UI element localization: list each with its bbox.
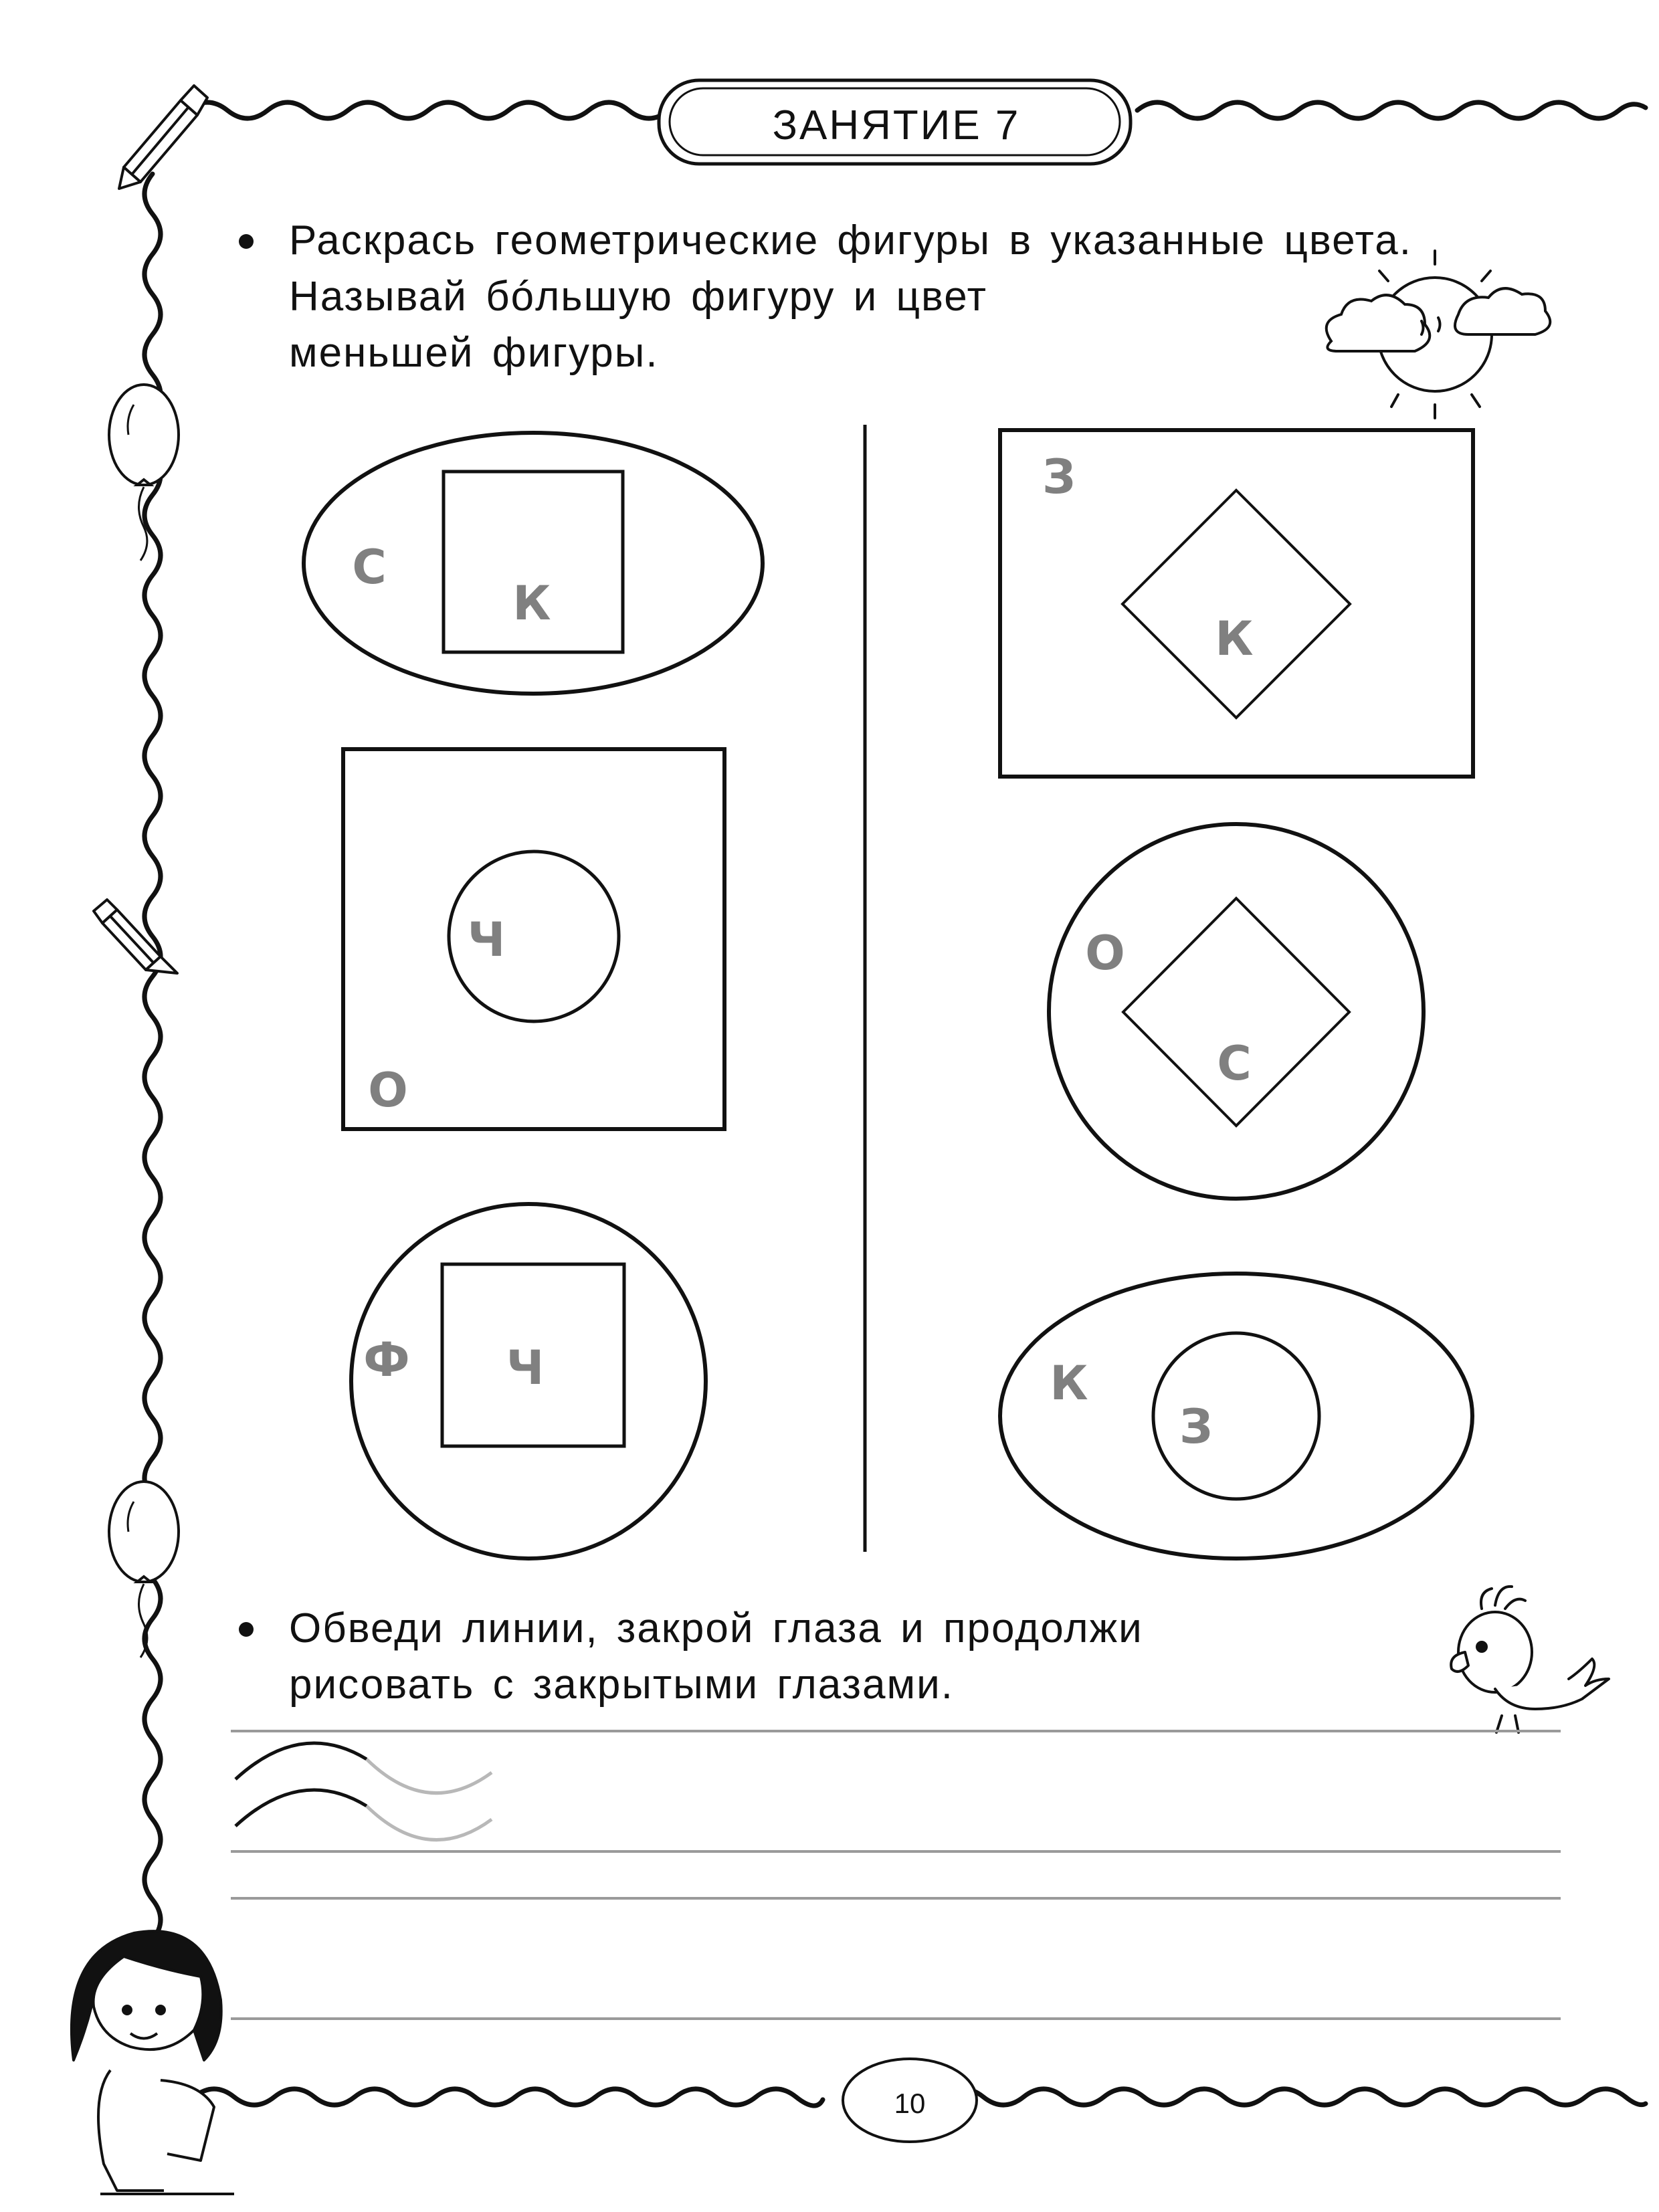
page-number: 10 (894, 2088, 926, 2119)
task1-line-3: меньшей фигуры. (289, 330, 659, 376)
task1-instructions (289, 213, 1412, 381)
figure1-outer-letter: С (352, 540, 387, 595)
figure-ellipse-circle (1000, 1274, 1472, 1559)
parrot-icon (1451, 1587, 1609, 1732)
task2-instructions (289, 1601, 1143, 1713)
bottom-right-wavy-border (943, 2089, 1646, 2105)
figure6-outer-letter: К (1050, 1356, 1088, 1411)
page-title: ЗАНЯТИЕ 7 (772, 102, 1021, 148)
pencil-icon (119, 86, 207, 189)
figure3-inner-letter: Ч (506, 1340, 545, 1395)
top-right-wavy-border (1137, 102, 1646, 118)
figure6-inner-letter: З (1179, 1399, 1213, 1454)
figure4-outer-letter: З (1042, 449, 1076, 504)
figure4-inner-letter: К (1215, 611, 1254, 666)
girl-illustration (72, 1931, 234, 2194)
figure5-outer-letter: О (1085, 926, 1125, 981)
figure2-inner-letter: Ч (467, 912, 506, 967)
task2-line-2: рисовать с закрытыми глазами. (289, 1662, 954, 1708)
balloon-icon (109, 385, 179, 561)
bottom-left-wavy-border (194, 2089, 823, 2106)
figure2-outer-letter: О (368, 1063, 408, 1118)
task2-line-1: Обведи линии, закрой глаза и продолжи (289, 1605, 1143, 1651)
pencil-icon (94, 900, 177, 973)
task1-line-2: Называй бóльшую фигуру и цвет (289, 274, 988, 320)
figure1-inner-letter: К (512, 576, 551, 631)
writing-guide-lines (231, 1731, 1561, 2019)
task1-bullet (239, 234, 254, 249)
top-left-wavy-border (187, 100, 702, 118)
tracing-arcs (235, 1743, 492, 1840)
figure-circle-rhombus (1049, 824, 1424, 1199)
figure5-inner-letter: С (1217, 1036, 1252, 1091)
figure3-outer-letter: Ф (363, 1332, 410, 1387)
task2-bullet (239, 1622, 254, 1637)
task1-line-1: Раскрась геометрические фигуры в указанные цвета. (289, 217, 1412, 264)
